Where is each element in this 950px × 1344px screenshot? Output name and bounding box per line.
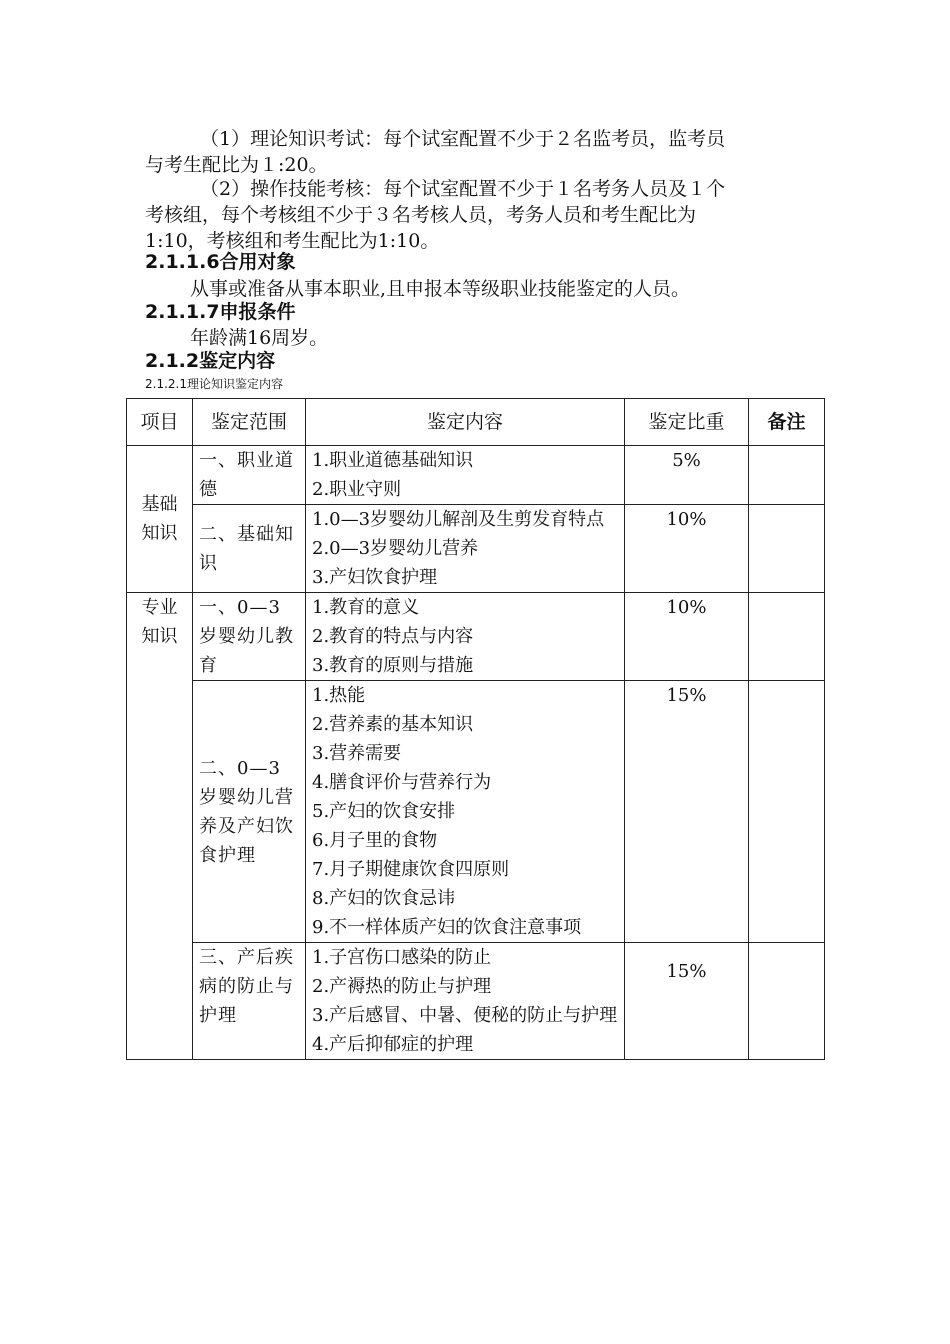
weight-cell: 15% xyxy=(625,943,749,1060)
project-cell: 基础知识 xyxy=(127,446,193,593)
note-cell xyxy=(749,505,825,593)
content-item: 4.膳食评价与营养行为 xyxy=(312,772,492,793)
table-row xyxy=(127,593,825,681)
header-range: 鉴定范围 xyxy=(193,399,306,446)
content-item: 3.产后感冒、中暑、便秘的防止与护理 xyxy=(312,1005,618,1026)
header-content: 鉴定内容 xyxy=(306,399,625,446)
content-item: 2.产褥热的防止与护理 xyxy=(312,976,492,997)
content-item: 1.教育的意义 xyxy=(312,597,420,618)
subsection-heading: 2.1.2.1理论知识鉴定内容 xyxy=(145,377,283,391)
note-cell xyxy=(749,593,825,681)
content-item: 8.产妇的饮食忌讳 xyxy=(312,888,456,909)
paragraph-line: （2）操作技能考核：每个试室配置不少于１名考务人员及１个 xyxy=(200,178,726,200)
table-header-row xyxy=(127,399,825,446)
content-item: 2.营养素的基本知识 xyxy=(312,714,474,735)
table-row xyxy=(127,681,825,943)
paragraph-line: （1）理论知识考试：每个试室配置不少于２名监考员，监考员 xyxy=(200,128,726,150)
content-item: 9.不一样体质产妇的饮食注意事项 xyxy=(312,917,582,938)
weight-cell: 5% xyxy=(625,446,749,505)
section-heading: 2.1.1.6合用对象 xyxy=(145,251,296,273)
content-item: 1.0—3岁婴幼儿解剖及生剪发育特点 xyxy=(312,509,605,530)
header-note: 备注 xyxy=(749,399,825,446)
range-cell: 一、0—3岁婴幼儿教育 xyxy=(193,593,306,681)
content-item: 4.产后抑郁症的护理 xyxy=(312,1034,474,1055)
content-item: 5.产妇的饮食安排 xyxy=(312,801,456,822)
project-cell: 专业知识 xyxy=(127,593,193,1060)
content-item: 6.月子里的食物 xyxy=(312,830,438,851)
table-row xyxy=(127,505,825,593)
content-item: 3.教育的原则与措施 xyxy=(312,655,474,676)
paragraph-line: 与考生配比为１:20。 xyxy=(145,154,328,176)
weight-cell: 15% xyxy=(625,681,749,943)
weight-cell: 10% xyxy=(625,593,749,681)
note-cell xyxy=(749,446,825,505)
content-item: 2.职业守则 xyxy=(312,479,402,500)
range-cell: 二、基础知识 xyxy=(193,505,306,593)
assessment-table xyxy=(126,398,825,1060)
range-cell: 三、产后疾病的防止与护理 xyxy=(193,943,306,1060)
section-heading: 2.1.1.7申报条件 xyxy=(145,301,296,323)
note-cell xyxy=(749,943,825,1060)
table-row xyxy=(127,446,825,505)
content-cell xyxy=(306,681,625,943)
content-item: 7.月子期健康饮食四原则 xyxy=(312,859,510,880)
section-heading: 2.1.2鉴定内容 xyxy=(145,350,276,372)
note-cell xyxy=(749,681,825,943)
weight-cell: 10% xyxy=(625,505,749,593)
section-body: 年龄满16周岁。 xyxy=(190,327,329,349)
header-weight: 鉴定比重 xyxy=(625,399,749,446)
content-item: 2.0—3岁婴幼儿营养 xyxy=(312,538,479,559)
content-cell xyxy=(306,943,625,1060)
content-item: 2.教育的特点与内容 xyxy=(312,626,474,647)
header-project: 项目 xyxy=(127,399,193,446)
range-cell: 一、职业道德 xyxy=(193,446,306,505)
paragraph-line: 考核组，每个考核组不少于３名考核人员，考务人员和考生配比为 xyxy=(145,204,697,226)
content-item: 3.营养需要 xyxy=(312,743,402,764)
content-cell xyxy=(306,593,625,681)
range-cell: 二、0—3岁婴幼儿营养及产妇饮食护理 xyxy=(193,681,306,943)
content-item: 1.热能 xyxy=(312,685,366,706)
content-item: 3.产妇饮食护理 xyxy=(312,567,438,588)
paragraph-line: 1:10，考核组和考生配比为1:10。 xyxy=(145,230,440,252)
content-item: 1.职业道德基础知识 xyxy=(312,450,474,471)
content-cell xyxy=(306,446,625,505)
table-row xyxy=(127,943,825,1060)
content-item: 1.子宫伤口感染的防止 xyxy=(312,947,492,968)
content-cell xyxy=(306,505,625,593)
section-body: 从事或准备从事本职业,且申报本等级职业技能鉴定的人员。 xyxy=(190,278,691,300)
